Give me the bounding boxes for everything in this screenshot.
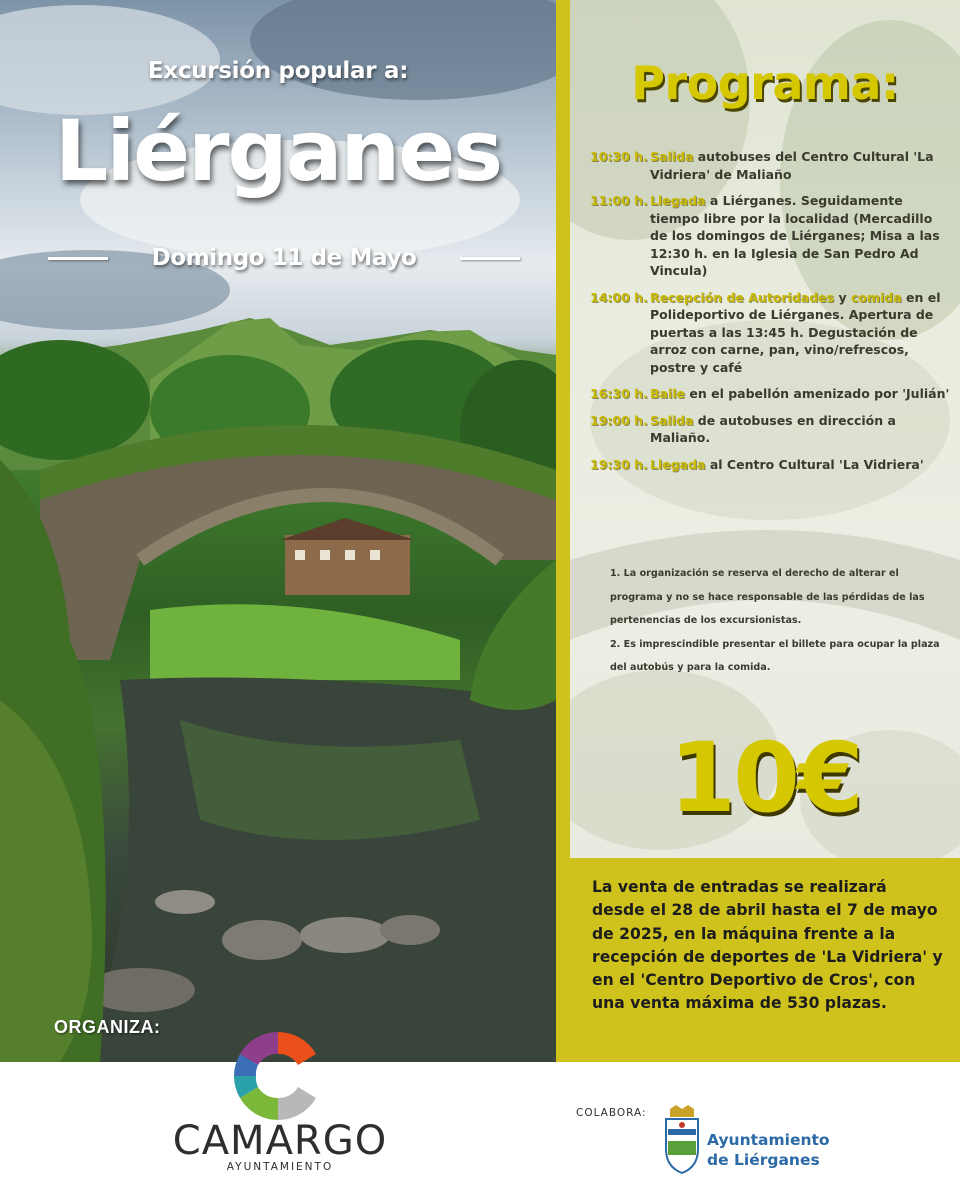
schedule-highlight: Llegada — [650, 193, 706, 208]
organiza-label: ORGANIZA: — [54, 1017, 161, 1037]
schedule-highlight: Salida — [650, 149, 694, 164]
schedule-time: 10:30 h. — [590, 149, 648, 164]
schedule-time: 14:00 h. — [590, 289, 648, 305]
schedule-text: autobuses del Centro Cultural 'La Vidriera' de Maliaño — [650, 149, 934, 182]
destination-title: Liérganes — [54, 102, 502, 200]
date-line-right — [460, 257, 520, 260]
organizer-name: CAMARGO — [172, 1118, 388, 1164]
collaborator-name — [707, 1130, 830, 1170]
schedule-description — [650, 412, 952, 447]
camargo-logo-icon — [228, 1026, 328, 1126]
program-schedule — [590, 148, 952, 482]
schedule-text: a Liérganes. Seguidamente tiempo libre por la localidad (Mercadillo de los domingos de Liérganes; Misa a las 12:30 h. en la Iglesia de San Pedro Ad Vincula) — [650, 193, 940, 278]
sale-info-box — [570, 858, 960, 1062]
schedule-highlight: Recepción de Autoridades — [650, 289, 835, 305]
schedule-description — [650, 192, 952, 280]
schedule-description — [650, 289, 952, 377]
schedule-item — [590, 456, 952, 474]
schedule-highlight: Llegada — [650, 456, 706, 472]
schedule-highlight: comida — [850, 289, 902, 305]
lierganes-crest-icon — [662, 1105, 702, 1175]
collaborator-line-2: de Liérganes — [707, 1151, 820, 1169]
schedule-item — [590, 192, 952, 280]
schedule-item — [590, 412, 952, 447]
schedule-time: 11:00 h. — [590, 193, 648, 208]
note-1: 1. La organización se reserva el derecho de alterar el programa y no se hace responsable de las pérdidas de las pertenencias de los excursionistas. — [610, 568, 925, 626]
footer — [0, 1062, 960, 1190]
schedule-text: de autobuses en dirección a Maliaño. — [650, 412, 896, 445]
schedule-item — [590, 385, 952, 403]
schedule-text: al Centro Cultural 'La Vidriera' — [705, 456, 924, 472]
schedule-text: en el pabellón amenizado por 'Julián' — [685, 386, 950, 401]
date-line-left — [48, 257, 108, 260]
schedule-time: 19:00 h. — [590, 412, 648, 428]
date-row — [48, 238, 520, 278]
schedule-text: y — [834, 289, 851, 305]
sale-info-text: La venta de entradas se realizará desde el 28 de abril hasta el 7 de mayo de 2025, en la máquina frente a la recepción de deportes de 'La Vidriera' y en el 'Centro Deportivo de Cros', con una venta máxima de 530 plazas. — [592, 878, 943, 1013]
schedule-description — [650, 456, 952, 474]
divider-bar — [556, 0, 570, 1062]
schedule-item — [590, 148, 952, 183]
schedule-highlight: Baile — [650, 386, 686, 401]
organizer-subtitle: AYUNTAMIENTO — [226, 1161, 334, 1173]
program-title: Programa: — [631, 56, 899, 110]
ticket-price: 10€ — [669, 722, 861, 834]
schedule-description — [650, 148, 952, 183]
schedule-text: en el Polideportivo de Liérganes. Apertura de puertas a las 13:45 h. Degustación de arroz con carne, pan, vino/refrescos, postre y café — [650, 289, 941, 375]
event-date: Domingo 11 de Mayo — [151, 245, 417, 271]
schedule-time: 19:30 h. — [590, 456, 648, 472]
program-notes — [610, 562, 950, 680]
collaborator-line-1: Ayuntamiento — [707, 1131, 830, 1149]
schedule-time: 16:30 h. — [590, 386, 648, 401]
note-2: 2. Es imprescindible presentar el billete para ocupar la plaza del autobús y para la comida. — [610, 638, 940, 673]
colabora-label: COLABORA: — [576, 1107, 647, 1119]
schedule-highlight: Salida — [650, 412, 694, 428]
schedule-description — [650, 385, 952, 403]
excursion-subtitle: Excursión popular a: — [147, 58, 409, 84]
schedule-item — [590, 289, 952, 377]
